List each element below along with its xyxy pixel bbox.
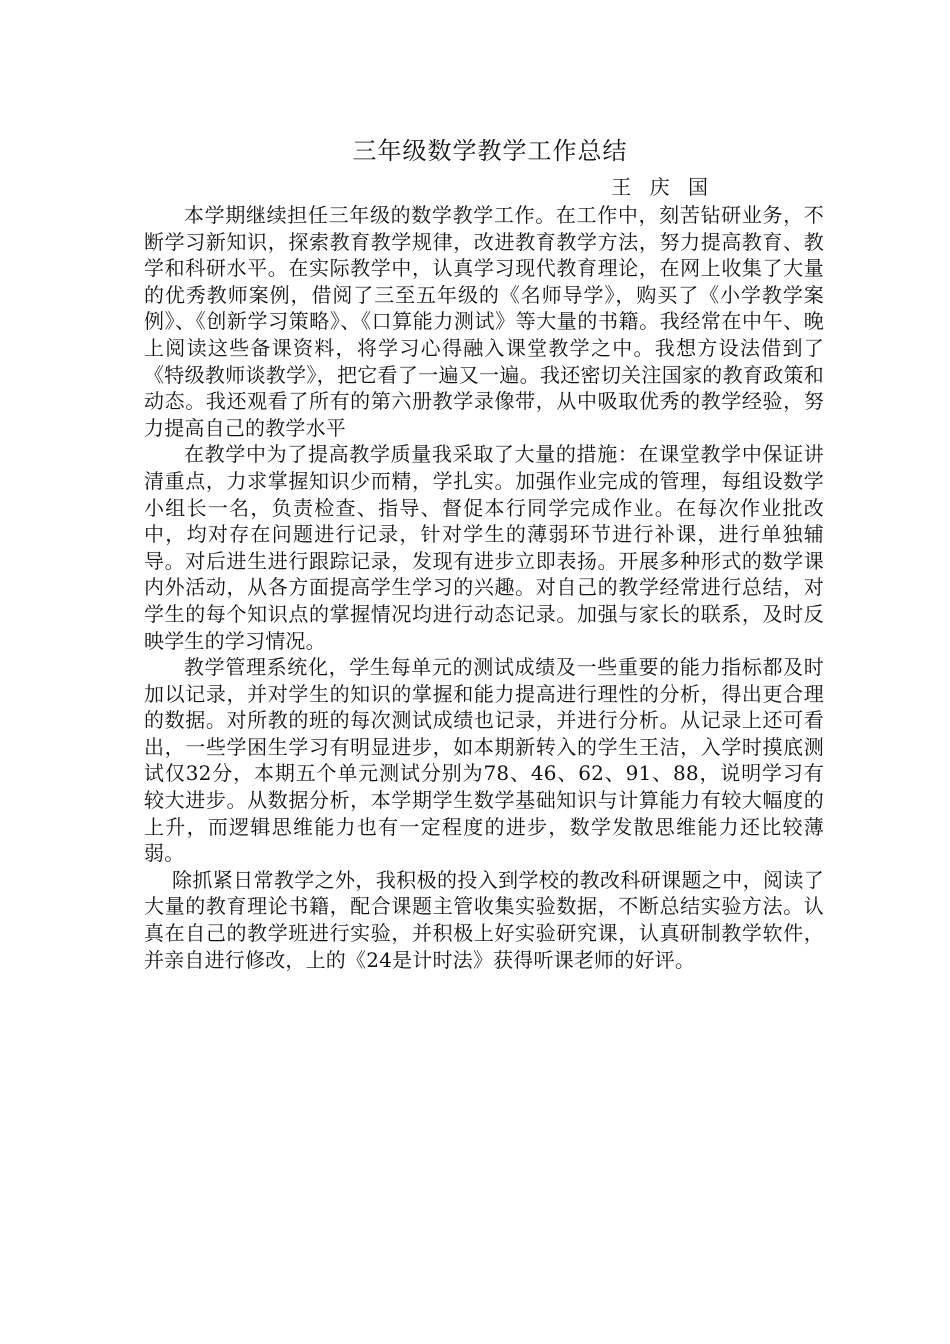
document-page: [144, 134, 824, 973]
paragraph-study: 本学期继续担任三年级的数学教学工作。在工作中，刻苦钻研业务，不断学习新知识，探索教育教学规律，改进教育教学方法，努力提高教育、教学和科研水平。在实际教学中，认真学习现代教育理论，在网上收集了大量的优秀教师案例，借阅了三至五年级的《名师导学》，购买了《小学教学案例》、《创新学习策略》、《口算能力测试》等大量的书籍。我经常在中午、晚上阅读这些备课资料，将学习心得融入课堂教学之中。我想方设法借到了《特级教师谈教学》，把它看了一遍又一遍。我还密切关注国家的教育政策和动态。我还观看了所有的第六册教学录像带，从中吸取优秀的教学经验，努力提高自己的教学水平: [144, 203, 824, 440]
document-title: 三年级数学教学工作总结: [352, 137, 628, 165]
paragraph-measures: 在教学中为了提高教学质量我采取了大量的措施：在课堂教学中保证讲清重点，力求掌握知识少而精，学扎实。加强作业完成的管理，每组设数学小组长一名，负责检查、指导、督促本行同学完成作业。在每次作业批改中，均对存在问题进行记录，针对学生的薄弱环节进行补课，进行单独辅导。对后进生进行跟踪记录，发现有进步立即表扬。开展多种形式的数学课内外活动，从各方面提高学生学习的兴趣。对自己的教学经常进行总结，对学生的每个知识点的掌握情况均进行动态记录。加强与家长的联系，及时反映学生的学习情况。: [144, 442, 824, 653]
paragraph-management: 教学管理系统化，学生每单元的测试成绩及一些重要的能力指标都及时加以记录，并对学生的知识的掌握和能力提高进行理性的分析，得出更合理的数据。对所教的班的每次测试成绩也记录，并进行分析。从记录上还可看出，一些学困生学习有明显进步，如本期新转入的学生王洁，入学时摸底测试仅32分，本期五个单元测试分别为78、46、62、91、88，说明学习有较大进步。从数据分析，本学期学生数学基础知识与计算能力有较大幅度的上升，而逻辑思维能力也有一定程度的进步，数学发散思维能力还比较薄弱。: [144, 655, 824, 866]
document-author: 王 庆 国: [611, 175, 714, 199]
paragraph-research: 除抓紧日常教学之外，我积极的投入到学校的教改科研课题之中，阅读了大量的教育理论书籍，配合课题主管收集实验数据，不断总结实验方法。认真在自己的教学班进行实验，并积极上好实验研究课，认真研制教学软件，并亲自进行修改，上的《24是计时法》获得听课老师的好评。: [144, 867, 824, 972]
